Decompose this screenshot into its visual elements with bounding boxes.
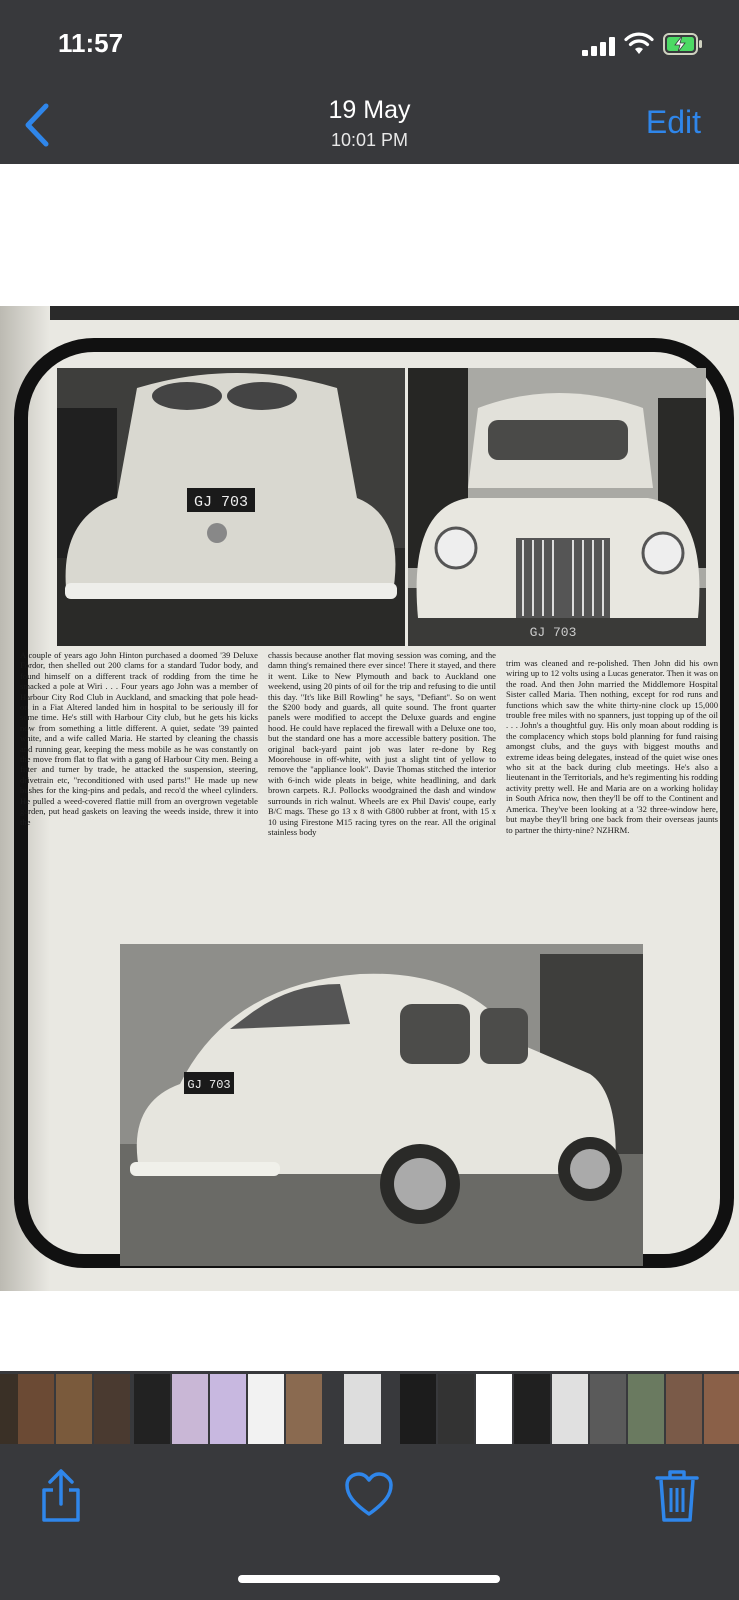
- battery-charging-icon: [663, 33, 703, 55]
- photo-thumbnail[interactable]: [590, 1374, 626, 1444]
- car-front-photo: [408, 368, 706, 646]
- photo-thumbnail[interactable]: [400, 1374, 436, 1444]
- thumbnail-strip[interactable]: [0, 1372, 739, 1446]
- photo-thumbnail[interactable]: [134, 1374, 170, 1444]
- page-edge-shadow: [0, 306, 739, 320]
- edit-button[interactable]: Edit: [645, 104, 701, 140]
- photo-thumbnail[interactable]: [18, 1374, 54, 1444]
- cellular-signal-icon: [582, 36, 616, 56]
- car-rear-photo: [57, 368, 405, 646]
- delete-trash-icon[interactable]: [654, 1468, 700, 1524]
- photo-thumbnail[interactable]: [172, 1374, 208, 1444]
- navigation-bar: [0, 90, 739, 164]
- photo-thumbnail[interactable]: [286, 1374, 322, 1444]
- license-plate-rear: GJ 703: [193, 494, 249, 511]
- article-column-3: trim was cleaned and re-polished. Then John did his own wiring up to 12 volts using a Lucas generator. Then it was on the road. And then John married the Middlemore Hospital Sister called Maria. Then nothing, except for rod runs and functions which saw the white thirty-nine clock up 15,000 trouble free miles with no spanners, just topping up of the oil . . . John's a thoughtful guy. His only moan about rodding is the complacency which stops bold planning for fund raising amongst clubs, and the guys with biggest mouths and extreme ideas being delegates, instead of the quiet wise ones who sit at the back during club meetings. He's also a lieutenant in the Territorials, and he's regimenting his rodding activity pretty well. He and Maria are on a working holiday in South Africa now, then they'll be off to the Continent and America. They've been looking at a '32 three-window here, but maybe they'll bring one back from their overseas jaunts to partner the thirty-nine? NZHRM.: [506, 658, 718, 835]
- photo-thumbnail[interactable]: [94, 1374, 130, 1444]
- photo-thumbnail[interactable]: [56, 1374, 92, 1444]
- photo-viewer[interactable]: [0, 164, 739, 1371]
- photo-time: 10:01 PM: [330, 130, 409, 150]
- license-plate-front: GJ 703: [529, 625, 577, 640]
- photo-thumbnail[interactable]: [248, 1374, 284, 1444]
- license-plate-side: GJ 703: [187, 1078, 231, 1092]
- favorite-heart-icon[interactable]: [344, 1472, 394, 1518]
- photo-date: 19 May: [328, 96, 411, 124]
- wifi-icon: [624, 32, 654, 56]
- photo-thumbnail[interactable]: [514, 1374, 550, 1444]
- article-column-1: A couple of years ago John Hinton purchased a doomed '39 Deluxe Fordor, then shelled out 200 clams for a standard Tudor body, and found himself on a different track of rodding from the time he smacked a pole at Wiri . . . Four years ago John was a member of Harbour City Rod Club in Auckland, and smacking that pole head-on in a Fiat Altered landed him in hospital to be seriously ill for some time. He's still with Harbour City club, but he gets his kicks now from something a little different. A quiet, sedate '39 painted white, and a wife called Maria. He started by cleaning the chassis and running gear, keeping the mess mobile as he was constantly on the move from flat to flat with a gang of Harbour City men. Being a fitter and turner by trade, he attacked the suspension, steering, drivetrain etc, "reconditioned with used parts!" He made up new bushes for the king-pins and pedals, and reco'd the wheel cylinders. He pulled a weed-covered flattie mill from an overgrown vegetable garden, put head gaskets on leaving the weeds inside, threw it into the: [20, 650, 258, 827]
- car-side-photo: [120, 944, 643, 1266]
- photo-thumbnail[interactable]: [628, 1374, 664, 1444]
- status-bar: [0, 0, 739, 90]
- photo-thumbnail[interactable]: [476, 1374, 512, 1444]
- photo-thumbnail[interactable]: [344, 1374, 381, 1444]
- home-indicator[interactable]: [238, 1575, 500, 1583]
- photo-thumbnail[interactable]: [704, 1374, 739, 1444]
- photo-thumbnail[interactable]: [438, 1374, 474, 1444]
- photo-thumbnail[interactable]: [552, 1374, 588, 1444]
- photo-thumbnail[interactable]: [666, 1374, 702, 1444]
- article-column-2: chassis because another flat moving session was coming, and the damn thing's remained there ever since! There it stayed, and there it went. Like to New Plymouth and back to Auckland one weekend, using 20 pints of oil for the trip and refusing to die until this day. "It's like Bill Rowling" he says, "Defiant". So on went the $200 body and guards, all quite sound. The front quarter panels were modified to accept the Deluxe guards and engine hood. He could have replaced the firewall with a Deluxe one too, but the standard one has a more accessible battery position. The original back-yard paint job was later re-done by Reg Moorehouse in off-white, with just a slight tint of yellow to remove the "appliance look". Davie Thomas stitched the interior with 6-inch wide pleats in beige, white headlining, and dark brown carpets. R.J. Pollocks woodgrained the dash and window surrounds in rich walnut. Wheels are ex Phil Davis' coupe, early B/C mags. These go 13 x 8 with G800 rubber at front, with 15 x 10 using Firestone M15 racing tyres on the rear. All the original stainless body: [268, 650, 496, 837]
- status-time: 11:57: [58, 28, 124, 58]
- photo-thumbnail[interactable]: [210, 1374, 246, 1444]
- magazine-page-photo: [0, 306, 739, 1291]
- share-icon[interactable]: [38, 1468, 84, 1524]
